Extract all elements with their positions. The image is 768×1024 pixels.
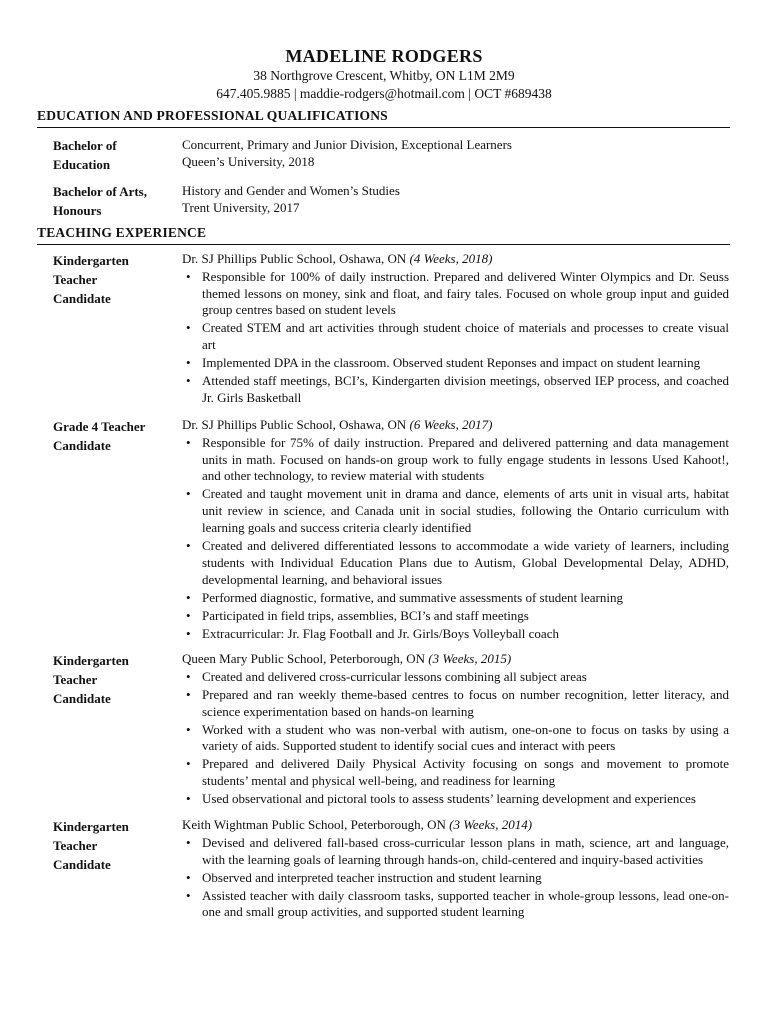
role-details [182, 251, 729, 408]
degree-details: Concurrent, Primary and Junior Division, Exceptional Learners Queen’s University, 2018 [182, 137, 512, 169]
list-item: • Performed diagnostic, formative, and summative assessments of student learning [182, 590, 729, 607]
education-section-title: EDUCATION AND PROFESSIONAL QUALIFICATIONS [37, 108, 388, 123]
school-location: Queen Mary Public School, Peterborough, ON (3 Weeks, 2015) [182, 651, 512, 666]
school-location: Dr. SJ Phillips Public School, Oshawa, ON (6 Weeks, 2017) [182, 417, 493, 432]
address-line: 38 Northgrove Crescent, Whitby, ON L1M 2M9 [253, 68, 515, 83]
resume-header [0, 0, 768, 103]
list-item: • Prepared and delivered Daily Physical Activity focusing on songs and movement to promote students’ mental and physical well-being, and readiness for learning [182, 756, 729, 790]
section-divider [37, 244, 730, 245]
list-item: • Created and delivered cross-curricular lessons combining all subject areas [182, 669, 729, 686]
list-item: • Created and taught movement unit in drama and dance, elements of arts unit in visual arts, habitat unit review in science, and Canada unit in social studies, following the Ontario curriculum with learning goals and success criteria clearly identified [182, 486, 729, 536]
role-label: Kindergarten Teacher Candidate [53, 253, 129, 306]
degree-label: Bachelor of Arts, Honours [53, 184, 147, 218]
role-label: Kindergarten Teacher Candidate [53, 819, 129, 872]
list-item: • Assisted teacher with daily classroom tasks, supported teacher in whole-group lessons, lead one-on-one and small group activities, and supported student learning [182, 888, 729, 922]
list-item: • Responsible for 75% of daily instruction. Prepared and delivered patterning and data management units in math. Focused on hands-on group work to fully engage students in lessons Used Kahoot!, and other technology, to review material with students [182, 435, 729, 485]
section-divider [37, 127, 730, 128]
list-item: • Created STEM and art activities through student choice of materials and processes to create visual art [182, 320, 729, 354]
list-item: • Observed and interpreted teacher instruction and student learning [182, 870, 729, 887]
role-label: Grade 4 Teacher Candidate [53, 419, 146, 453]
experience-section-title: TEACHING EXPERIENCE [37, 225, 207, 240]
duration: (6 Weeks, 2017) [409, 417, 493, 432]
duty-list [182, 669, 729, 808]
duty-list [182, 835, 729, 921]
list-item: • Implemented DPA in the classroom. Observed student Reponses and impact on student learning [182, 355, 729, 372]
list-item: • Prepared and ran weekly theme-based centres to focus on number recognition, letter literacy, and science experimentation based on hands-on learning [182, 687, 729, 721]
degree-details: History and Gender and Women’s Studies Trent University, 2017 [182, 183, 400, 215]
list-item: • Used observational and pictoral tools to assess students’ learning development and experiences [182, 791, 729, 808]
list-item: • Attended staff meetings, BCI’s, Kindergarten division meetings, observed IEP process, and coached Jr. Girls Basketball [182, 373, 729, 407]
contact-line: 647.405.9885 | maddie-rodgers@hotmail.com | OCT #689438 [216, 86, 552, 101]
role-details [182, 417, 729, 643]
duration: (3 Weeks, 2014) [449, 817, 533, 832]
school-location: Dr. SJ Phillips Public School, Oshawa, ON (4 Weeks, 2018) [182, 251, 493, 266]
list-item: • Extracurricular: Jr. Flag Football and Jr. Girls/Boys Volleyball coach [182, 626, 729, 643]
list-item: • Devised and delivered fall-based cross-curricular lesson plans in math, science, art and language, with the learning goals of learning through hands-on, child-centered and inquiry-based activities [182, 835, 729, 869]
duration: (3 Weeks, 2015) [428, 651, 512, 666]
list-item: • Participated in field trips, assemblies, BCI’s and staff meetings [182, 608, 729, 625]
role-label: Kindergarten Teacher Candidate [53, 653, 129, 706]
role-details [182, 817, 729, 922]
duty-list [182, 269, 729, 407]
duration: (4 Weeks, 2018) [409, 251, 493, 266]
list-item: • Responsible for 100% of daily instruction. Prepared and delivered Winter Olympics and Dr. Seuss themed lessons on money, sink and float, and fairy tales. Focused on whole group input and guided group centres based on student levels [182, 269, 729, 319]
role-details [182, 651, 729, 809]
school-location: Keith Wightman Public School, Peterborough, ON (3 Weeks, 2014) [182, 817, 533, 832]
list-item: • Worked with a student who was non-verbal with autism, one-on-one to focus on tasks by using a variety of aids. Supported student to identify social cues and interact with peers [182, 722, 729, 756]
duty-list [182, 435, 729, 643]
degree-label: Bachelor of Education [53, 138, 117, 172]
candidate-name: MADELINE RODGERS [285, 46, 483, 66]
list-item: • Created and delivered differentiated lessons to accommodate a wide variety of learners, including students with Individual Education Plans due to Autism, Global Developmental Delay, ADHD, developmental learning, and behavioral issues [182, 538, 729, 588]
